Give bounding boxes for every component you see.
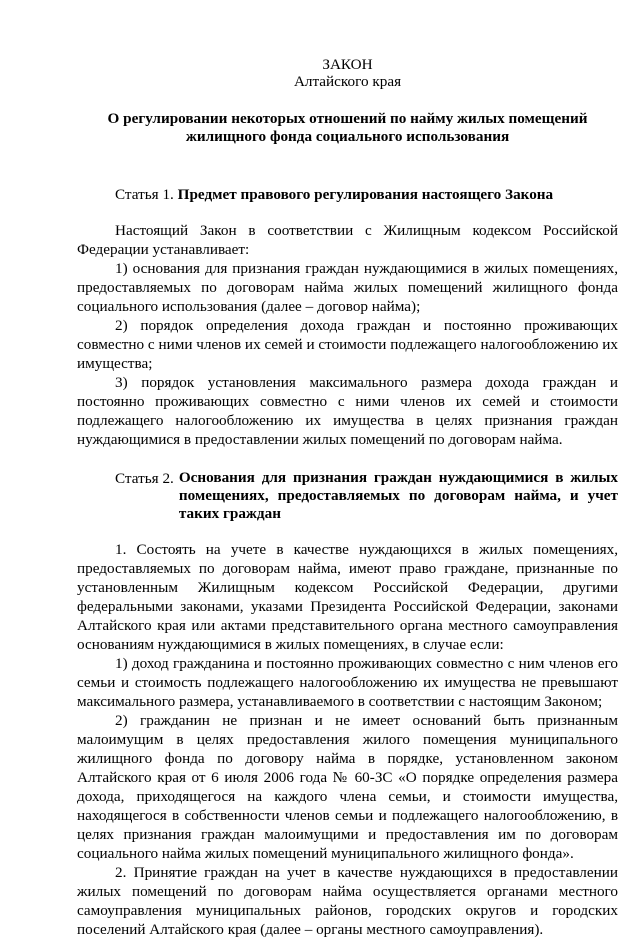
article-2-paragraph: 2) гражданин не признан и не имеет оснований быть признанным малоимущим в целях предоставления жилого помещения муниципального жилищного фонда по договору найма в порядке, установленном законом Алтайского края от 6 июля 2006 года № 60-ЗС «О порядке определения размера дохода, приходящегося на каждого члена семьи, и стоимости имущества, находящегося в собственности членов семьи и подлежащего налогообложению, в целях признания граждан малоимущими и предоставления им по договорам социального найма жилых помещений муниципального жилищного фонда». [77, 712, 618, 862]
article-2-paragraph: 1. Состоять на учете в качестве нуждающихся в жилых помещениях, предоставляемых по договорам найма, имеют право граждане, признанные по установленным Жилищным кодексом Российской Федерации, другими федеральными законами, указами Президента Российской Федерации, законами Алтайского края или актами представительного органа местного самоуправления основаниям нуждающимися в жилых помещениях, в случае если: [77, 541, 618, 653]
article-2-heading [77, 469, 618, 523]
article-1-paragraph: 2) порядок определения дохода граждан и постоянно проживающих совместно с ними членов их семей и стоимости подлежащего налогообложению их имущества; [77, 317, 618, 372]
law-region: Алтайского края [293, 73, 402, 90]
law-title: ЗАКОН [322, 56, 373, 73]
article-1-paragraph: Настоящий Закон в соответствии с Жилищным кодексом Российской Федерации устанавливает: [77, 222, 618, 258]
article-2-title: Основания для признания граждан нуждающимися в жилых помещениях, предоставляемых по договорам найма, и учет таких граждан [178, 469, 618, 522]
article-2-paragraph: 2. Принятие граждан на учет в качестве нуждающихся в предоставлении жилых помещений по договорам найма осуществляется органами местного самоуправления муниципальных районов, городских округов и городских поселений Алтайского края (далее – органы местного самоуправления). [77, 864, 618, 938]
article-1-label: Статья 1. [115, 186, 174, 203]
article-2-label: Статья 2. [115, 470, 174, 487]
article-1-heading [77, 185, 618, 204]
article-1-paragraph: 3) порядок установления максимального размера дохода граждан и постоянно проживающих совместно с ними членов их семей и стоимости подлежащего налогообложению их имущества в целях признания граждан нуждающимися в предоставлении жилых помещений по договорам найма. [77, 374, 618, 448]
article-1-title: Предмет правового регулирования настоящего Закона [177, 186, 554, 203]
article-2-paragraph: 1) доход гражданина и постоянно проживающих совместно с ним членов его семьи и стоимость подлежащего налогообложению их имущества не превышают максимального размера, устанавливаемого в соответствии с настоящим Законом; [77, 655, 618, 710]
article-1-paragraph: 1) основания для признания граждан нуждающимися в жилых помещениях, предоставляемых по договорам найма жилых помещений жилищного фонда социального использования (далее – договор найма); [77, 260, 618, 315]
law-heading: О регулировании некоторых отношений по найму жилых помещений жилищного фонда социального использования [107, 110, 588, 145]
